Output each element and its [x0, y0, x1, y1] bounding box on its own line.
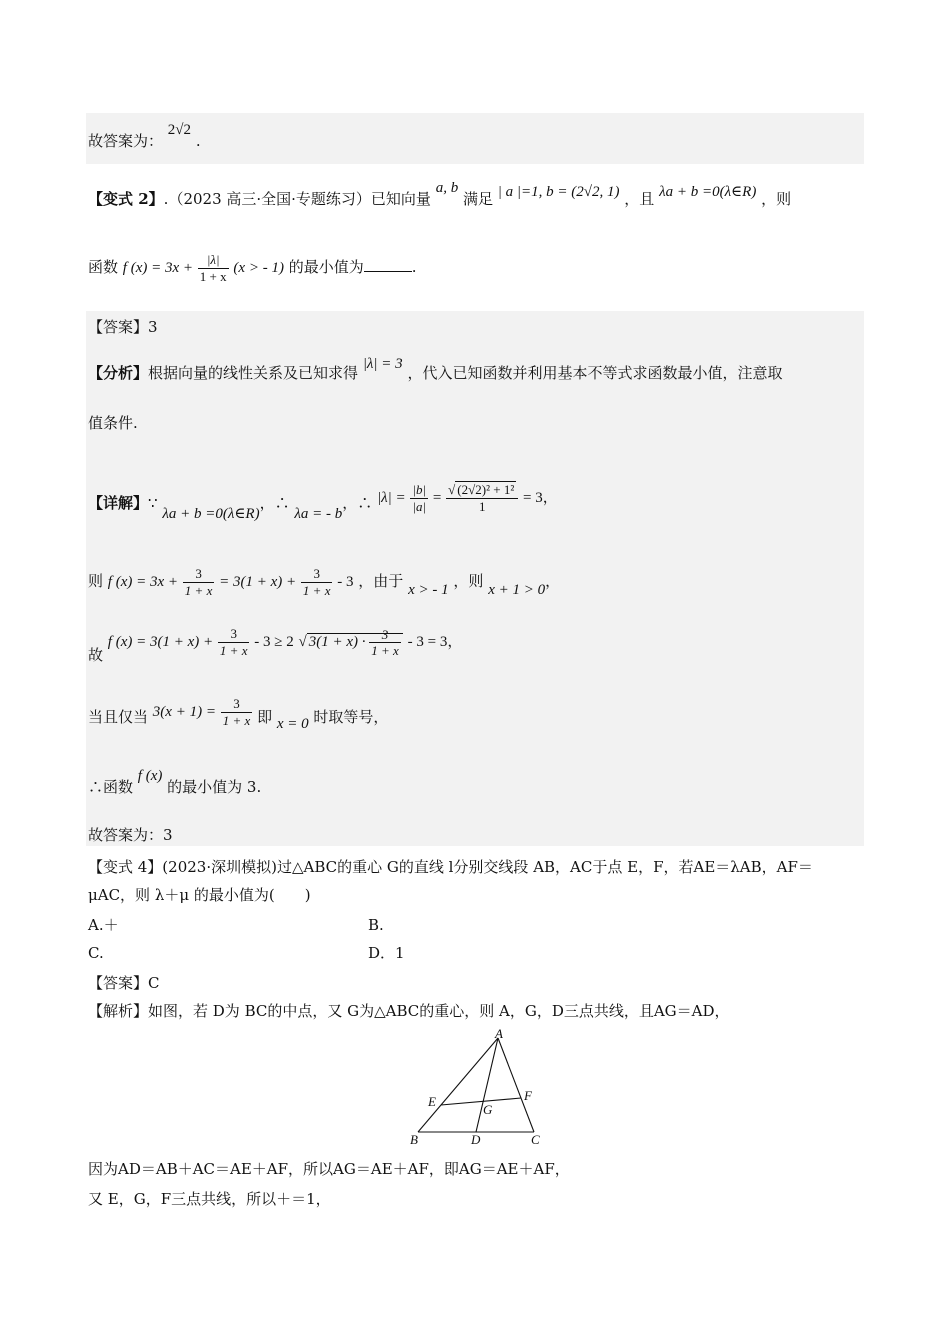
final-answer: 故答案为：3	[88, 826, 173, 844]
detail-line-3: 故 f (x) = 3(1 + x) + $\frac{3}{1 + x}$ - 3 ≥ 2 √ 3(1 + x) · $\frac{3}{1 + x}$ - 3 = 3，	[88, 626, 463, 665]
variant4-after-2: 又 E，G，F三点共线，所以＋＝1，	[88, 1190, 331, 1208]
variant4-after-1: 因为AD＝AB＋AC＝AE＋AF，所以AG＝AE＋AF，即AG＝AE＋AF，	[88, 1160, 570, 1178]
variant4-line-1: 【变式 4】(2023·深圳模拟)过△ABC的重心 G的直线 l分别交线段 AB，AC于点 E，F，若AE＝λAB，AF＝	[88, 858, 813, 876]
variant4-analysis: 【解析】如图，若 D为 BC的中点，又 G为△ABC的重心，则 A，G，D三点共线，且AG＝AD，	[88, 1002, 730, 1020]
analysis-line-2: 值条件.	[88, 414, 138, 432]
detail-line-5: ∴函数 f (x) 的最小值为 3.	[88, 768, 262, 796]
answer-line-1: 故答案为： 2√2 .	[88, 122, 201, 150]
label-e: E	[428, 1094, 436, 1109]
median-ad	[476, 1038, 498, 1132]
option-d: D．1	[368, 944, 405, 962]
detail-line-2: 则 f (x) = 3x + $\frac{3}{1 + x}$ = 3(1 + x) + $\frac{3}{1 + x}$ - 3 ，由于 x > - 1 ，则 x + 1 > 0，	[88, 566, 561, 599]
answer-value: 2√2	[167, 122, 192, 138]
option-a: A.＋	[88, 916, 119, 934]
analysis-line-1: 【分析】根据向量的线性关系及已知求得 |λ| = 3 ，代入已知函数并利用基本不等式求函数最小值，注意取	[88, 356, 783, 382]
label-g: G	[483, 1102, 493, 1117]
label-d: D	[471, 1132, 481, 1147]
variant4-answer: 【答案】C	[88, 974, 160, 992]
label-b: B	[410, 1132, 418, 1147]
answer-tag: 【答案】3	[88, 318, 158, 336]
side-ab	[418, 1038, 498, 1132]
variant2-line-2: 函数 f (x) = 3x + $\frac{|\lambda|}{1 + x}$ (x > - 1) 的最小值为 .	[88, 252, 417, 284]
variant2-line-1: 【变式 2】.（2023 高三·全国·专题练习）已知向量 a, b 满足 | a |=1, b = (2√2, 1) ，且 λa + b =0(λ∈R) ，则	[88, 180, 792, 208]
detail-line-4: 当且仅当 3(x + 1) = $\frac{3}{1 + x}$ 即 x = 0 时取等号，	[88, 696, 389, 733]
label-a: A	[495, 1028, 503, 1041]
triangle-figure	[400, 1028, 560, 1150]
option-c: C.	[88, 944, 104, 962]
variant4-line-2: μAC，则 λ＋μ 的最小值为( )	[88, 886, 311, 904]
label-c: C	[531, 1132, 540, 1147]
line-ef	[441, 1098, 521, 1105]
label-f: F	[524, 1088, 532, 1103]
answer-shade-top	[86, 113, 864, 164]
detail-line-1: 【详解】∵ λa + b =0(λ∈R)，∴ λa = - b，∴ |λ| = $\frac{|b|}{|a|}$ = $\frac{\text{√ (2√2)² + 1²}}{1}$ = 3，	[88, 482, 558, 523]
side-ac	[498, 1038, 534, 1132]
answer-blank	[364, 257, 412, 272]
option-b: B.	[368, 916, 384, 934]
